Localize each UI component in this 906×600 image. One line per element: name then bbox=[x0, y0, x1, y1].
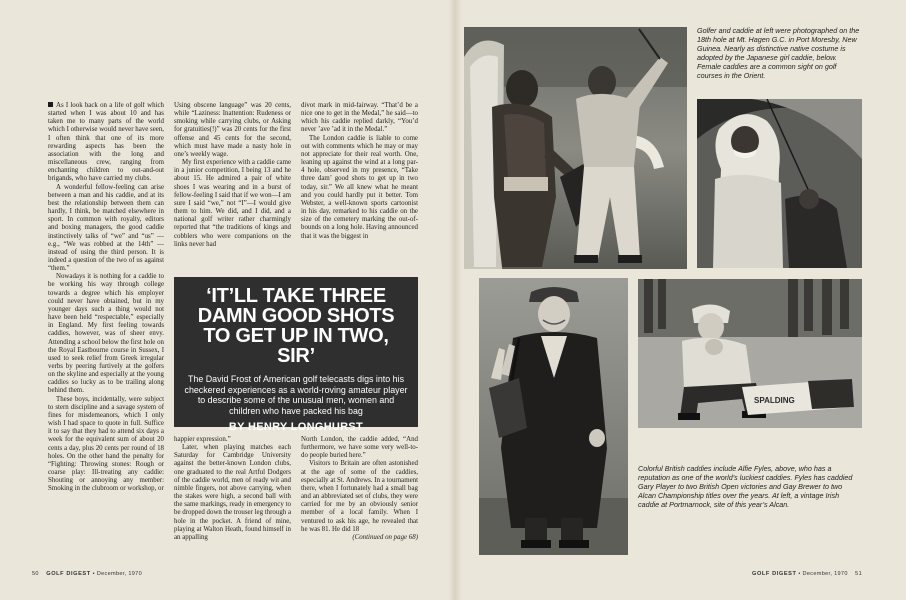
page-number-right: 51 bbox=[855, 571, 862, 577]
text-column-2-top bbox=[174, 102, 291, 272]
text-column-1 bbox=[48, 102, 164, 565]
paragraph: These boys, incidentally, were subject to stern discipline and a savage system of fines for misdemeanors, which I only wish I had space to quote in full. Suffice it to say that they had to attend six days a week for the equivalent sum of about 20 cents a day, plus 20 cents per round of 18 holes. On the other hand the penalty for “Fighting: Throwing stones: Rough or coarse play: Ill-treating any caddie: Shouting or annoying any member: Smoking in the clubroom or workshop, or bbox=[48, 395, 164, 493]
text-column-3-bottom bbox=[301, 436, 418, 564]
issue-date-left: • December, 1970 bbox=[92, 571, 142, 577]
text-column-3-top bbox=[301, 102, 418, 272]
paragraph: A wonderful fellow-feeling can arise between a man and his caddie, and at its best the relationship between them can hardly, I think, be matched elsewhere in sport. In common with royalty, editors and boxing managers, the good caddie instinctively talks of “we” and “us” —e.g., “We was robbed at the 14th” —instead of using the third person. It is indeed a question of the two of us against “them.” bbox=[48, 183, 164, 273]
photo-japanese-girl-caddie bbox=[697, 99, 862, 268]
bag-brand-label: SPALDING bbox=[754, 396, 795, 405]
paragraph: Using obscene language” was 20 cents, while “Laziness: Inattention: Rudeness or smoking while carrying clubs, or Asking for gratuities(!)” was 20 cents for the first offense and 45 cents for the second, which must have made a nasty hole in one’s weekly wage. bbox=[174, 102, 291, 158]
article-headline: ‘IT’LL TAKE THREE DAMN GOOD SHOTS TO GET UP IN TWO, SIR’ bbox=[197, 285, 395, 367]
paragraph: The London caddie is liable to come out with comments which he may or may not appreciate for their real worth. One, leaning up against the wind at a long par-4 hole, observed in my presence, “Take three dam’ good shots to get up in two today, sir.” We all knew what he meant and you could hardly put it better. Tom Webster, a well-known sports cartoonist in his day, remarked to his caddie on the size of the cemetery marking the out-of-bounds on a long hole. Having announced that it was the biggest in bbox=[301, 134, 418, 240]
paragraph: Later, when playing matches each Saturday for Cambridge University against the better-known London clubs, one graduated to the real Artful Dodgers of the caddie world, men of ready wit and nimble fingers, not above carrying, when the stakes were high, a second ball with the same markings, ready in emergency to be dropped down the trouser leg through a hole in the pocket. A friend of mine, playing at Walton Heath, found himself in an appalling bbox=[174, 444, 291, 541]
photo-new-guinea-caddie-golfer bbox=[464, 27, 687, 269]
paragraph: Nowadays it is nothing for a caddie to be working his way through college towards a degree which his employer could never have obtained, but in my younger days such a thing would not have been held “respectable,” especially in England. My first feeling towards caddies, however, was of sheer envy. Attending a school below the first hole on the Royal Eastbourne course in Sussex, I used to seek relief from Greek irregular verbs by peering furtively at the golfers on the skyline and especially at the young caddies so lucky as to be trailing along behind them. bbox=[48, 273, 164, 395]
paragraph: North London, the caddie added, “And furthermore, we have some very well-to-do people buried here.” bbox=[301, 436, 418, 460]
photo-alfie-fyles-caddie bbox=[638, 279, 862, 428]
magazine-name-right: GOLF DIGEST bbox=[752, 571, 797, 577]
article-byline: BY HENRY LONGHURST bbox=[228, 421, 364, 434]
bullet-square-icon bbox=[48, 102, 53, 107]
text-column-2-bottom bbox=[174, 436, 291, 564]
page-number-left: 50 bbox=[32, 571, 39, 577]
page-gutter bbox=[448, 0, 462, 600]
paragraph: Visitors to Britain are often astonished at the age of some of the caddies, especially at St. Andrews. In a tournament there, when I fortunately had a small bag and an abbreviated set of clubs, they were carried for me by an obviously senior member of a local family. When I ventured to ask his age, he revealed that he was 81. He did 18 bbox=[301, 460, 418, 533]
issue-date-right: • December, 1970 bbox=[798, 571, 848, 577]
magazine-name-left: GOLF DIGEST bbox=[46, 571, 91, 577]
continued-line bbox=[301, 534, 418, 542]
paragraph: As I look back on a life of golf which started when I was about 10 and has taken me to many parts of the world which I otherwise would never have seen, I often think that one of its more rewarding aspects has been the association with the long and miscellaneous crew, ranging from enchanting children to out-and-out brigands, who have carried my clubs. bbox=[48, 102, 164, 183]
headline-box bbox=[174, 277, 418, 434]
folio-right bbox=[752, 571, 862, 577]
caption-top: Golfer and caddie at left were photographed on the 18th hole at Mt. Hagen G.C. in Port Moresby, New Guinea. Nearly as distinctive native costume is adopted by the Japanese girl caddie, below. Female caddies are a common sight on golf courses in the Orient. bbox=[697, 26, 860, 80]
paragraph: divot mark in mid-fairway. “That’d be a nice one to get in the Medal,” he said—to which his caddie replied darkly, “You’d never ’ave ’ad it in the Medal.” bbox=[301, 102, 418, 134]
paragraph: My first experience with a caddie came in a junior competition, I being 13 and he about 15. He admired a pair of white shoes I was wearing and in a burst of fellow-feeling I said that if we won—I am sure I said “we,” not “I”—I would give them to him. We did, and I did, and a national golf writer rather charmingly reported that “the traditions of kings and cobblers who were companions on the links never had bbox=[174, 159, 291, 248]
caption-bottom: Colorful British caddies include Alfie Fyles, above, who has a reputation as one of the world’s luckiest caddies. Fyles has caddied Gary Player to two British Open victories and Gay Brewer to two Alcan Championship titles over the years. At left, a vintage Irish caddie at Portmarnock, site of this year’s Alcan. bbox=[638, 464, 853, 509]
article-deck: The David Frost of American golf telecasts digs into his checkered experiences as a world-roving amateur player to describe some of the unusual men, women and children who have packed his bag bbox=[184, 374, 408, 416]
paragraph: happier expression.” bbox=[174, 436, 231, 443]
folio-left bbox=[32, 571, 142, 577]
photo-irish-caddie-portmarnock bbox=[479, 278, 628, 555]
continued-on-page: (Continued on page 68) bbox=[352, 533, 418, 541]
